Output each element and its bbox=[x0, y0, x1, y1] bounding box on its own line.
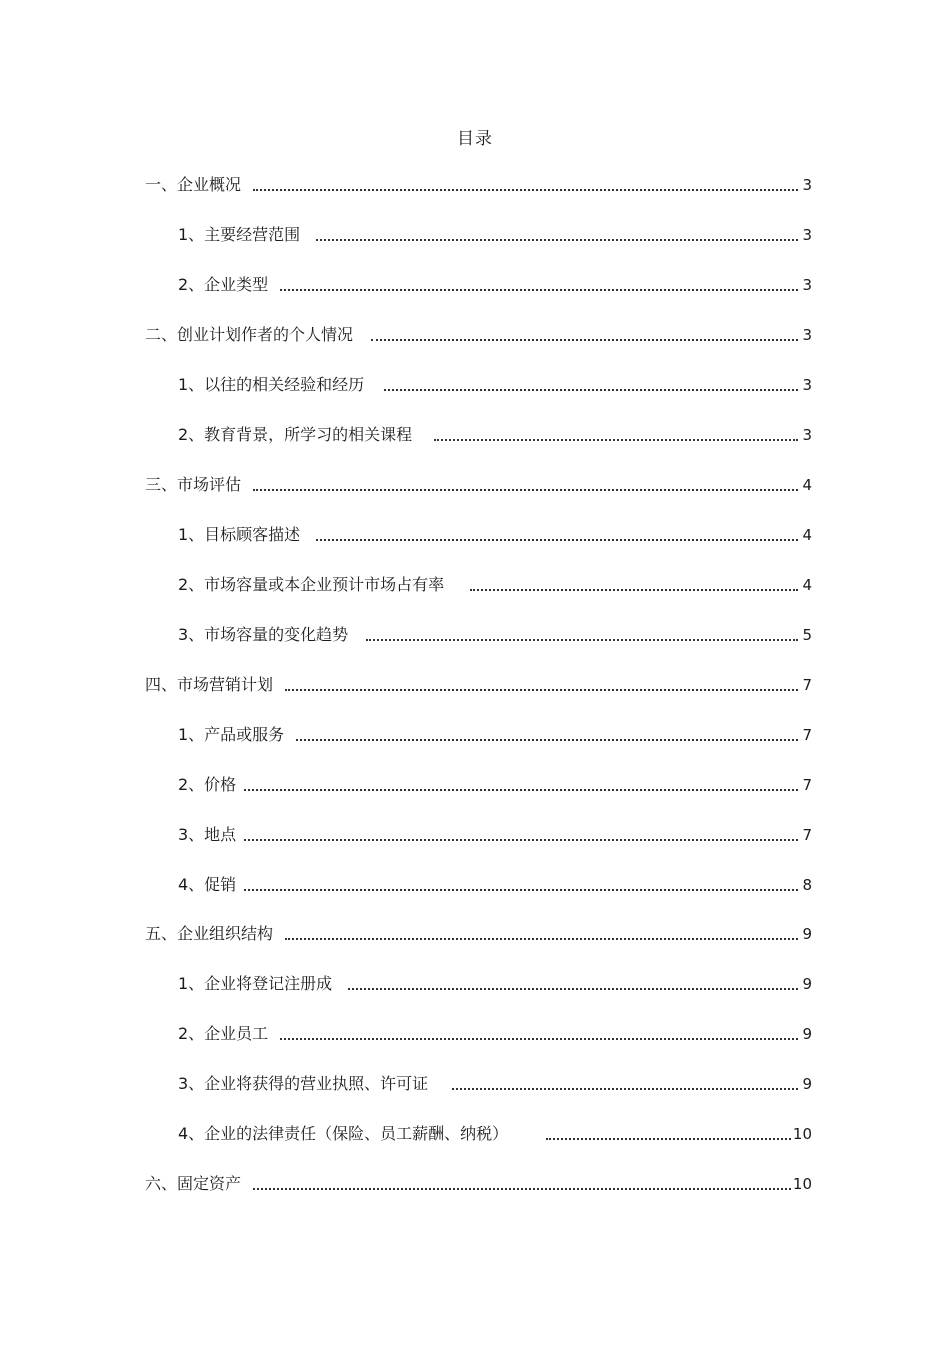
toc-leader-dots bbox=[316, 239, 798, 241]
toc-entry-label: 1、目标顾客描述 bbox=[178, 525, 301, 544]
toc-entry-4-1[interactable] bbox=[178, 722, 812, 746]
toc-entry-1[interactable] bbox=[145, 172, 812, 196]
toc-entry-page: 4 bbox=[802, 476, 812, 494]
toc-entry-page: 3 bbox=[802, 176, 812, 194]
toc-entry-page: 3 bbox=[802, 376, 812, 394]
toc-leader-dots bbox=[434, 439, 798, 441]
toc-leader-dots bbox=[244, 839, 798, 841]
toc-entry-label: 四、市场营销计划 bbox=[145, 675, 274, 694]
toc-leader-dots bbox=[296, 739, 798, 741]
toc-entry-page: 8 bbox=[802, 876, 812, 894]
toc-leader-dots bbox=[285, 938, 798, 940]
toc-leader-dots bbox=[253, 189, 798, 191]
toc-title: 目录 bbox=[457, 129, 493, 149]
toc-entry-3[interactable] bbox=[145, 472, 812, 496]
toc-leader-dots bbox=[285, 689, 798, 691]
toc-entry-label: 2、市场容量或本企业预计市场占有率 bbox=[178, 575, 445, 594]
toc-entry-label: 1、产品或服务 bbox=[178, 725, 285, 744]
toc-leader-dots bbox=[384, 389, 798, 391]
toc-entry-5-4[interactable] bbox=[178, 1121, 812, 1145]
toc-entry-6[interactable] bbox=[145, 1171, 812, 1195]
toc-leader-dots bbox=[371, 339, 798, 341]
toc-entry-1-2[interactable] bbox=[178, 272, 812, 296]
toc-entry-2-1[interactable] bbox=[178, 372, 812, 396]
toc-entry-2[interactable] bbox=[145, 322, 812, 346]
toc-entry-label: 二、创业计划作者的个人情况 bbox=[145, 325, 354, 344]
toc-leader-dots bbox=[366, 639, 798, 641]
toc-leader-dots bbox=[348, 988, 798, 990]
toc-entry-page: 3 bbox=[802, 326, 812, 344]
toc-entry-page: 4 bbox=[802, 576, 812, 594]
toc-entry-label: 五、企业组织结构 bbox=[145, 924, 274, 943]
toc-entry-page: 9 bbox=[802, 925, 812, 943]
toc-leader-dots bbox=[280, 1038, 798, 1040]
toc-entry-5[interactable] bbox=[145, 921, 812, 945]
toc-leader-dots bbox=[244, 789, 798, 791]
toc-entry-page: 7 bbox=[802, 726, 812, 744]
toc-entry-label: 4、企业的法律责任（保险、员工薪酬、纳税） bbox=[178, 1124, 509, 1143]
toc-entry-2-2[interactable] bbox=[178, 422, 812, 446]
toc-entry-1-1[interactable] bbox=[178, 222, 812, 246]
toc-entry-label: 三、市场评估 bbox=[145, 475, 242, 494]
toc-entry-page: 3 bbox=[802, 426, 812, 444]
toc-entry-page: 3 bbox=[802, 226, 812, 244]
toc-entry-page: 9 bbox=[802, 1025, 812, 1043]
toc-entry-page: 4 bbox=[802, 526, 812, 544]
toc-entry-3-2[interactable] bbox=[178, 572, 812, 596]
toc-entry-page: 7 bbox=[802, 676, 812, 694]
toc-entry-page: 9 bbox=[802, 1075, 812, 1093]
toc-entry-page: 10 bbox=[792, 1175, 812, 1193]
toc-leader-dots bbox=[546, 1138, 791, 1140]
toc-entry-page: 9 bbox=[802, 975, 812, 993]
toc-entry-label: 一、企业概况 bbox=[145, 175, 242, 194]
toc-entry-5-2[interactable] bbox=[178, 1021, 812, 1045]
toc-entry-label: 4、促销 bbox=[178, 875, 237, 894]
toc-entry-label: 2、企业员工 bbox=[178, 1024, 269, 1043]
toc-entry-label: 3、市场容量的变化趋势 bbox=[178, 625, 349, 644]
toc-entry-label: 2、价格 bbox=[178, 775, 237, 794]
toc-entry-label: 3、企业将获得的营业执照、许可证 bbox=[178, 1074, 429, 1093]
toc-entry-3-1[interactable] bbox=[178, 522, 812, 546]
toc-entry-label: 2、企业类型 bbox=[178, 275, 269, 294]
toc-entry-4[interactable] bbox=[145, 672, 812, 696]
toc-entry-page: 10 bbox=[792, 1125, 812, 1143]
toc-leader-dots bbox=[280, 289, 798, 291]
toc-leader-dots bbox=[452, 1088, 798, 1090]
toc-entry-page: 7 bbox=[802, 776, 812, 794]
toc-entry-label: 1、以往的相关经验和经历 bbox=[178, 375, 365, 394]
toc-entry-4-3[interactable] bbox=[178, 822, 812, 846]
toc-leader-dots bbox=[470, 589, 798, 591]
toc-entry-label: 2、教育背景，所学习的相关课程 bbox=[178, 425, 413, 444]
toc-entry-page: 3 bbox=[802, 276, 812, 294]
toc-entry-label: 3、地点 bbox=[178, 825, 237, 844]
toc-entry-4-4[interactable] bbox=[178, 872, 812, 896]
toc-leader-dots bbox=[316, 539, 798, 541]
toc-entry-label: 1、企业将登记注册成 bbox=[178, 974, 333, 993]
toc-leader-dots bbox=[244, 889, 798, 891]
toc-entry-label: 1、主要经营范围 bbox=[178, 225, 301, 244]
toc-entry-5-3[interactable] bbox=[178, 1071, 812, 1095]
toc-entry-4-2[interactable] bbox=[178, 772, 812, 796]
toc-entry-page: 5 bbox=[802, 626, 812, 644]
toc-entry-5-1[interactable] bbox=[178, 971, 812, 995]
toc-entry-label: 六、固定资产 bbox=[145, 1174, 242, 1193]
toc-entry-page: 7 bbox=[802, 826, 812, 844]
toc-leader-dots bbox=[253, 489, 798, 491]
toc-leader-dots bbox=[253, 1188, 791, 1190]
toc-entry-3-3[interactable] bbox=[178, 622, 812, 646]
